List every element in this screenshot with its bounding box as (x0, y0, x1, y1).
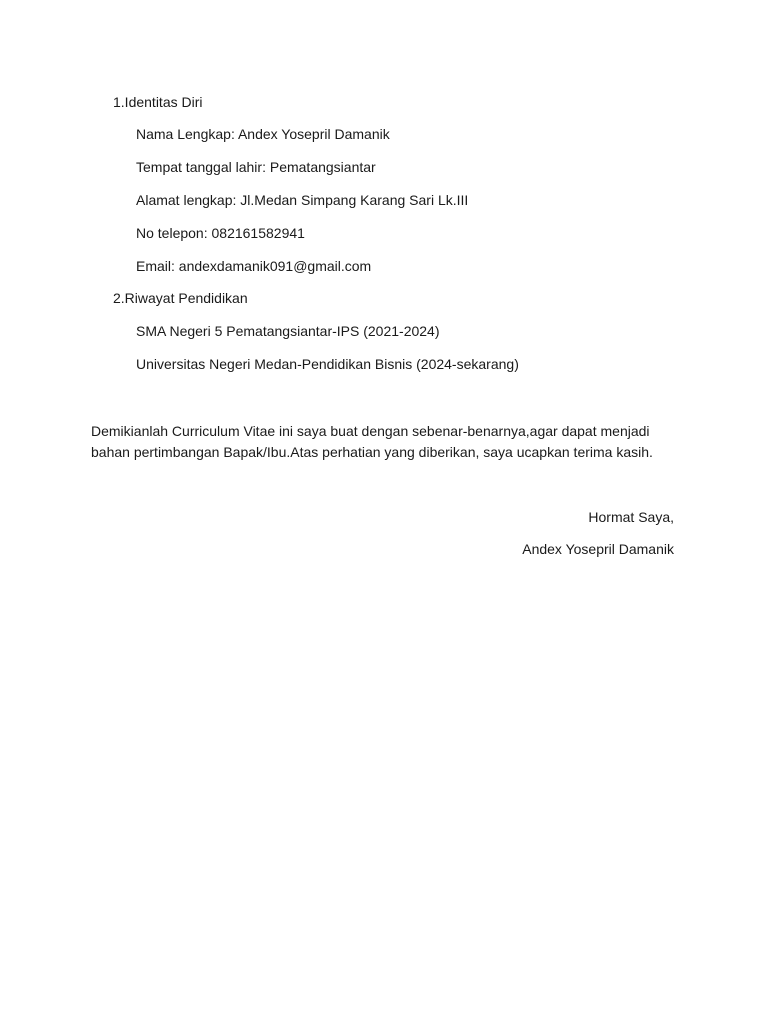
signature-name: Andex Yosepril Damanik (522, 541, 674, 557)
section-heading-identitas-diri: 1.Identitas Diri (113, 94, 203, 110)
education-item-sma: SMA Negeri 5 Pematangsiantar-IPS (2021-2024) (136, 323, 440, 339)
identity-item-name: Nama Lengkap: Andex Yosepril Damanik (136, 126, 390, 142)
identity-item-address: Alamat lengkap: Jl.Medan Simpang Karang Sari Lk.III (136, 192, 469, 208)
identity-item-email: Email: andexdamanik091@gmail.com (136, 258, 372, 274)
closing-paragraph: Demikianlah Curriculum Vitae ini saya buat dengan sebenar-benarnya,agar dapat menjadi bahan pertimbangan Bapak/Ibu.Atas perhatian yang diberikan, saya ucapkan terima kasih. (91, 423, 653, 460)
signature-greeting: Hormat Saya, (588, 509, 674, 525)
section-heading-riwayat-pendidikan: 2.Riwayat Pendidikan (113, 290, 248, 306)
education-item-university: Universitas Negeri Medan-Pendidikan Bisnis (2024-sekarang) (136, 356, 519, 372)
identity-item-birthplace: Tempat tanggal lahir: Pematangsiantar (136, 159, 376, 175)
identity-item-phone: No telepon: 082161582941 (136, 225, 305, 241)
